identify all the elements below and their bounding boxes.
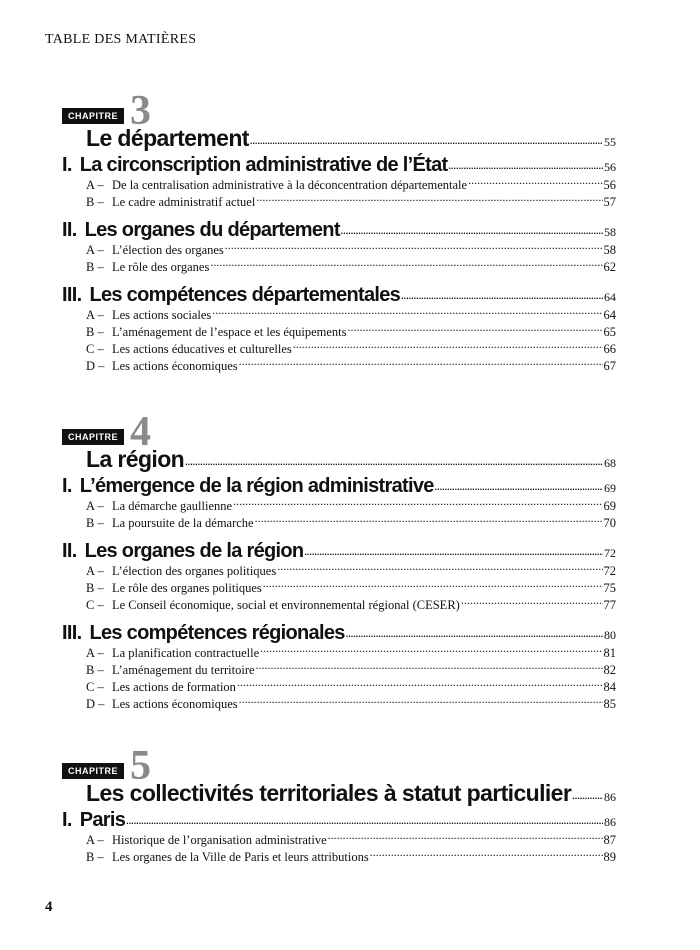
toc-entry[interactable] xyxy=(62,645,616,662)
entry-title: Le Conseil économique, social et environnemental régional (CESER) xyxy=(112,598,460,612)
page-ref: 64 xyxy=(604,290,616,304)
entry-letter: A – xyxy=(86,833,104,847)
entry-title: La poursuite de la démarche xyxy=(112,516,254,530)
leader-dots xyxy=(346,630,603,639)
chapter-title[interactable] xyxy=(62,125,616,152)
leader-dots xyxy=(348,324,603,336)
section-number: III. xyxy=(62,284,82,306)
page-ref: 82 xyxy=(603,663,616,677)
section-number: II. xyxy=(62,540,77,562)
leader-dots xyxy=(237,679,603,691)
page-ref: 81 xyxy=(603,646,616,660)
page-ref: 65 xyxy=(603,325,616,339)
leader-dots xyxy=(210,259,602,271)
section-title[interactable] xyxy=(62,809,616,832)
toc-entry[interactable] xyxy=(62,307,616,324)
leader-dots xyxy=(328,832,603,844)
section-title[interactable] xyxy=(62,475,616,498)
leader-dots xyxy=(225,242,603,254)
section-number: I. xyxy=(62,154,72,176)
page-ref: 87 xyxy=(603,833,616,847)
entry-letter: B – xyxy=(86,516,104,530)
page-ref: 55 xyxy=(604,135,616,149)
entry-title: De la centralisation administrative à la déconcentration départementale xyxy=(112,178,468,192)
toc-entry[interactable] xyxy=(62,498,616,515)
leader-dots xyxy=(468,177,602,189)
leader-dots xyxy=(263,580,603,592)
toc-entry[interactable] xyxy=(62,358,616,375)
leader-dots xyxy=(461,597,603,609)
entry-letter: B – xyxy=(86,195,104,209)
chapter-title-text: Le département xyxy=(86,125,249,151)
page-ref: 58 xyxy=(603,243,616,257)
entry-letter: A – xyxy=(86,178,104,192)
leader-dots xyxy=(250,137,603,146)
page-ref: 56 xyxy=(603,178,616,192)
entry-title: Le rôle des organes xyxy=(112,260,210,274)
leader-dots xyxy=(260,645,602,657)
page-ref: 85 xyxy=(603,697,616,711)
page-ref: 86 xyxy=(604,790,616,804)
section-title-text: Les compétences départementales xyxy=(89,284,401,306)
entry-letter: D – xyxy=(86,359,105,373)
page-ref: 84 xyxy=(603,680,616,694)
page-ref: 86 xyxy=(604,815,616,829)
entry-title: La démarche gaullienne xyxy=(112,499,233,513)
entry-letter: B – xyxy=(86,850,104,864)
chapter-4 xyxy=(62,409,616,713)
chapter-title[interactable] xyxy=(62,446,616,473)
page-ref: 67 xyxy=(603,359,616,373)
entry-letter: D – xyxy=(86,697,105,711)
leader-dots xyxy=(277,563,602,575)
chapter-label: CHAPITRE xyxy=(62,108,124,124)
section-number: II. xyxy=(62,219,77,241)
entry-letter: B – xyxy=(86,581,104,595)
chapter-title-text: Les collectivités territoriales à statut particulier xyxy=(86,780,572,806)
page-ref: 68 xyxy=(604,456,616,470)
chapter-label: CHAPITRE xyxy=(62,763,124,779)
page-number: 4 xyxy=(45,899,53,915)
toc-entry[interactable] xyxy=(62,662,616,679)
entry-letter: A – xyxy=(86,308,104,322)
page-ref: 72 xyxy=(603,564,616,578)
entry-title: Historique de l’organisation administrative xyxy=(112,833,327,847)
toc-entry[interactable] xyxy=(62,696,616,713)
chapter-title-text: La région xyxy=(86,446,185,472)
page-ref: 64 xyxy=(603,308,616,322)
chapter-number: 4 xyxy=(130,409,152,455)
toc-entry[interactable] xyxy=(62,242,616,259)
entry-title: Les actions de formation xyxy=(112,680,236,694)
entry-letter: A – xyxy=(86,564,104,578)
toc-entry[interactable] xyxy=(62,597,616,614)
section-title-text: Les organes de la région xyxy=(84,540,304,562)
entry-title: Le rôle des organes politiques xyxy=(112,581,262,595)
leader-dots xyxy=(239,358,603,370)
leader-dots xyxy=(304,548,603,557)
section-title-text: Les compétences régionales xyxy=(89,622,345,644)
section-title[interactable] xyxy=(62,540,616,563)
leader-dots xyxy=(239,696,603,708)
entry-title: L’aménagement de l’espace et les équipements xyxy=(112,325,347,339)
entry-letter: C – xyxy=(86,680,104,694)
toc-entry[interactable] xyxy=(62,580,616,597)
leader-dots xyxy=(233,498,602,510)
leader-dots xyxy=(126,817,603,826)
leader-dots xyxy=(293,341,603,353)
section-number: III. xyxy=(62,622,82,644)
entry-letter: A – xyxy=(86,646,104,660)
section-title-text: La circonscription administrative de l’État xyxy=(79,154,448,176)
toc-entry[interactable] xyxy=(62,679,616,696)
page-ref: 69 xyxy=(604,481,616,495)
page-ref: 80 xyxy=(604,628,616,642)
toc-entry[interactable] xyxy=(62,324,616,341)
chapter-label: CHAPITRE xyxy=(62,429,124,445)
page-ref: 72 xyxy=(604,546,616,560)
toc-entry[interactable] xyxy=(62,563,616,580)
leader-dots xyxy=(256,662,603,674)
entry-title: La planification contractuelle xyxy=(112,646,260,660)
entry-letter: C – xyxy=(86,342,104,356)
running-head: TABLE DES MATIÈRES xyxy=(45,32,197,47)
leader-dots xyxy=(572,792,603,801)
leader-dots xyxy=(449,162,604,171)
chapter-title[interactable] xyxy=(62,780,616,807)
page-ref: 62 xyxy=(603,260,616,274)
entry-title: Les organes de la Ville de Paris et leurs attributions xyxy=(112,850,369,864)
chapter-tag xyxy=(62,743,616,789)
entry-title: Le cadre administratif actuel xyxy=(112,195,256,209)
entry-title: Les actions économiques xyxy=(112,359,238,373)
section-title-text: Paris xyxy=(79,809,126,831)
page-ref: 69 xyxy=(603,499,616,513)
page-ref: 75 xyxy=(603,581,616,595)
entry-letter: B – xyxy=(86,663,104,677)
leader-dots xyxy=(341,227,603,236)
leader-dots xyxy=(185,458,603,467)
toc-entry[interactable] xyxy=(62,194,616,211)
chapter-number: 5 xyxy=(130,743,152,789)
toc-entry[interactable] xyxy=(62,832,616,849)
section-title-text: L’émergence de la région administrative xyxy=(79,475,434,497)
entry-title: Les actions éducatives et culturelles xyxy=(112,342,292,356)
leader-dots xyxy=(435,483,603,492)
leader-dots xyxy=(401,292,603,301)
section-title[interactable] xyxy=(62,284,616,307)
entry-title: Les actions sociales xyxy=(112,308,212,322)
entry-letter: B – xyxy=(86,260,104,274)
entry-title: L’aménagement du territoire xyxy=(112,663,255,677)
entry-title: L’élection des organes politiques xyxy=(112,564,277,578)
page-ref: 89 xyxy=(603,850,616,864)
page-ref: 57 xyxy=(603,195,616,209)
chapter-5 xyxy=(62,743,616,866)
page-ref: 56 xyxy=(604,160,616,174)
toc-entry[interactable] xyxy=(62,515,616,532)
chapter-3 xyxy=(62,88,616,375)
leader-dots xyxy=(370,849,603,861)
section-title-text: Les organes du département xyxy=(84,219,340,241)
section-title[interactable] xyxy=(62,154,616,177)
entry-title: Les actions économiques xyxy=(112,697,238,711)
entry-letter: A – xyxy=(86,499,104,513)
page-ref: 66 xyxy=(603,342,616,356)
chapter-tag xyxy=(62,409,616,455)
entry-title: L’élection des organes xyxy=(112,243,224,257)
page-ref: 70 xyxy=(603,516,616,530)
page-ref: 77 xyxy=(603,598,616,612)
section-number: I. xyxy=(62,475,72,497)
leader-dots xyxy=(255,515,603,527)
entry-letter: C – xyxy=(86,598,104,612)
toc-entry[interactable] xyxy=(62,259,616,276)
chapter-number: 3 xyxy=(130,88,152,134)
chapter-tag xyxy=(62,88,616,134)
page-ref: 58 xyxy=(604,225,616,239)
toc-entry[interactable] xyxy=(62,849,616,866)
section-number: I. xyxy=(62,809,72,831)
leader-dots xyxy=(256,194,602,206)
entry-letter: A – xyxy=(86,243,104,257)
section-title[interactable] xyxy=(62,219,616,242)
leader-dots xyxy=(212,307,602,319)
toc-entry[interactable] xyxy=(62,177,616,194)
toc-entry[interactable] xyxy=(62,341,616,358)
entry-letter: B – xyxy=(86,325,104,339)
section-title[interactable] xyxy=(62,622,616,645)
